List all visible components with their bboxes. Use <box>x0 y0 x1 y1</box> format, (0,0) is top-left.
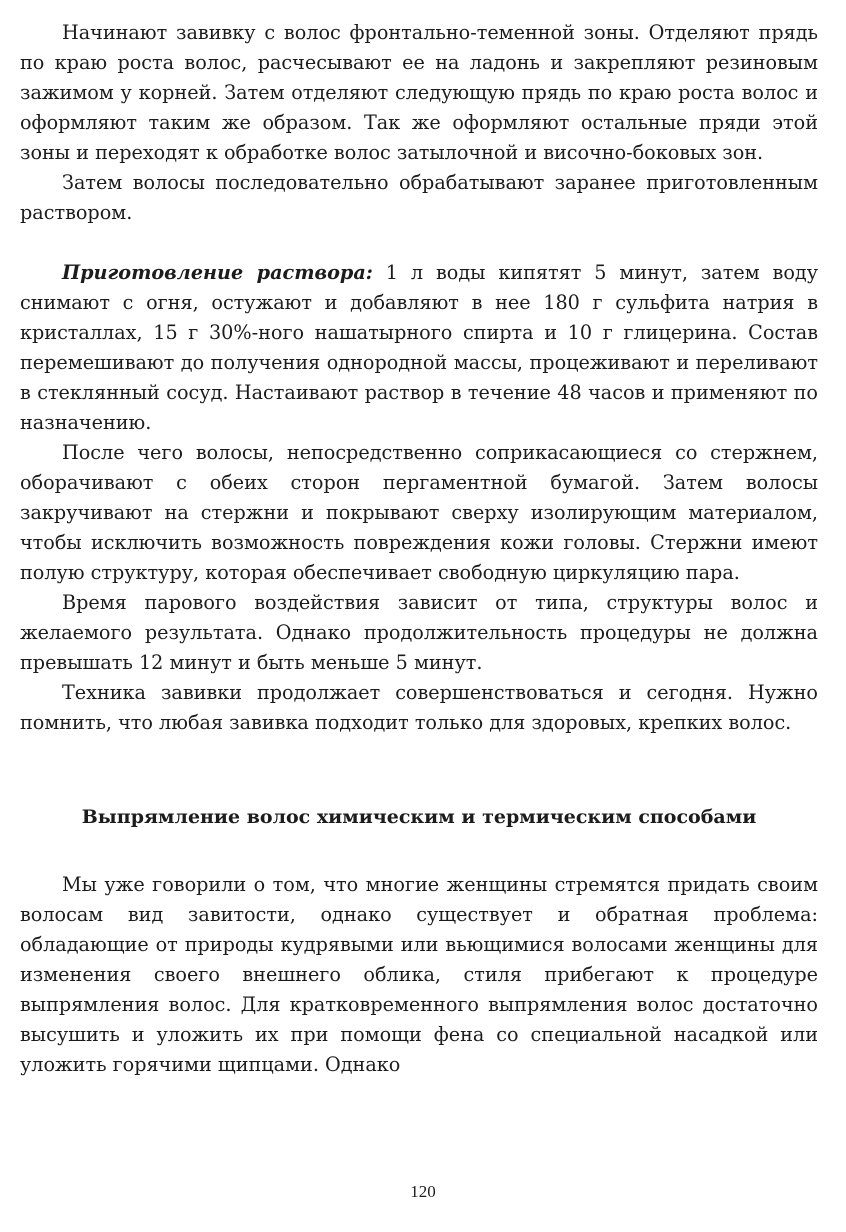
paragraph-rod-wrapping: После чего волосы, непосредственно соприкасающиеся со стержнем, оборачивают с обеих сторон пергаментной бумагой. Затем волосы закручивают на стержни и покрывают сверху изолирующим материалом, чтобы исключить возможность повреждения кожи головы. Стержни имеют полую структуру, которая обеспечивает свободную циркуляцию пара. <box>20 441 818 584</box>
solution-text: 1 л воды кипятят 5 минут, затем воду снимают с огня, остужают и добавляют в нее 180 г сульфита натрия в кристаллах, 15 г 30%-ного нашатырного спирта и 10 г глицерина. Состав перемешивают до получения однородной массы, процеживают и переливают в стеклянный сосуд. Настаивают раствор в течение 48 часов и применяют по назначению. <box>20 261 819 434</box>
paragraph-technique: Техника завивки продолжает совершенствоваться и сегодня. Нужно помнить, что любая завивка подходит только для здоровых, крепких волос. <box>20 681 818 734</box>
paragraph-curling-start: Начинают завивку с волос фронтально-теменной зоны. Отделяют прядь по краю роста волос, расчесывают ее на ладонь и закрепляют резиновым зажимом у корней. Затем отделяют следующую прядь по краю роста волос и оформляют таким же образом. Так же оформляют остальные пряди этой зоны и переходят к обработке волос затылочной и височно-боковых зон. <box>20 21 818 164</box>
paragraph-solution-preparation <box>20 258 818 438</box>
section-heading: Выпрямление волос химическим и термическим способами <box>81 806 757 828</box>
paragraph-spacer <box>20 228 818 258</box>
paragraph-solution-treatment: Затем волосы последовательно обрабатывают заранее приготовленным раствором. <box>20 171 818 224</box>
page-number: 120 <box>410 1182 436 1201</box>
paragraph-straightening-intro: Мы уже говорили о том, что многие женщины стремятся придать своим волосам вид завитости, однако существует и обратная проблема: обладающие от природы кудрявыми или вьющимися волосами женщины для изменения своего внешнего облика, стиля прибегают к процедуре выпрямления волос. Для кратковременного выпрямления волос достаточно высушить и уложить их при помощи фена со специальной насадкой или уложить горячими щипцами. Однако <box>20 873 818 1076</box>
heading-spacer <box>20 832 818 870</box>
section-spacer <box>20 738 818 802</box>
paragraph-steam-time: Время парового воздействия зависит от типа, структуры волос и желаемого результата. Однако продолжительность процедуры не должна превышать 12 минут и быть меньше 5 минут. <box>20 591 818 674</box>
solution-lead-in: Приготовление раствора: <box>62 261 373 284</box>
book-page <box>20 18 818 1080</box>
